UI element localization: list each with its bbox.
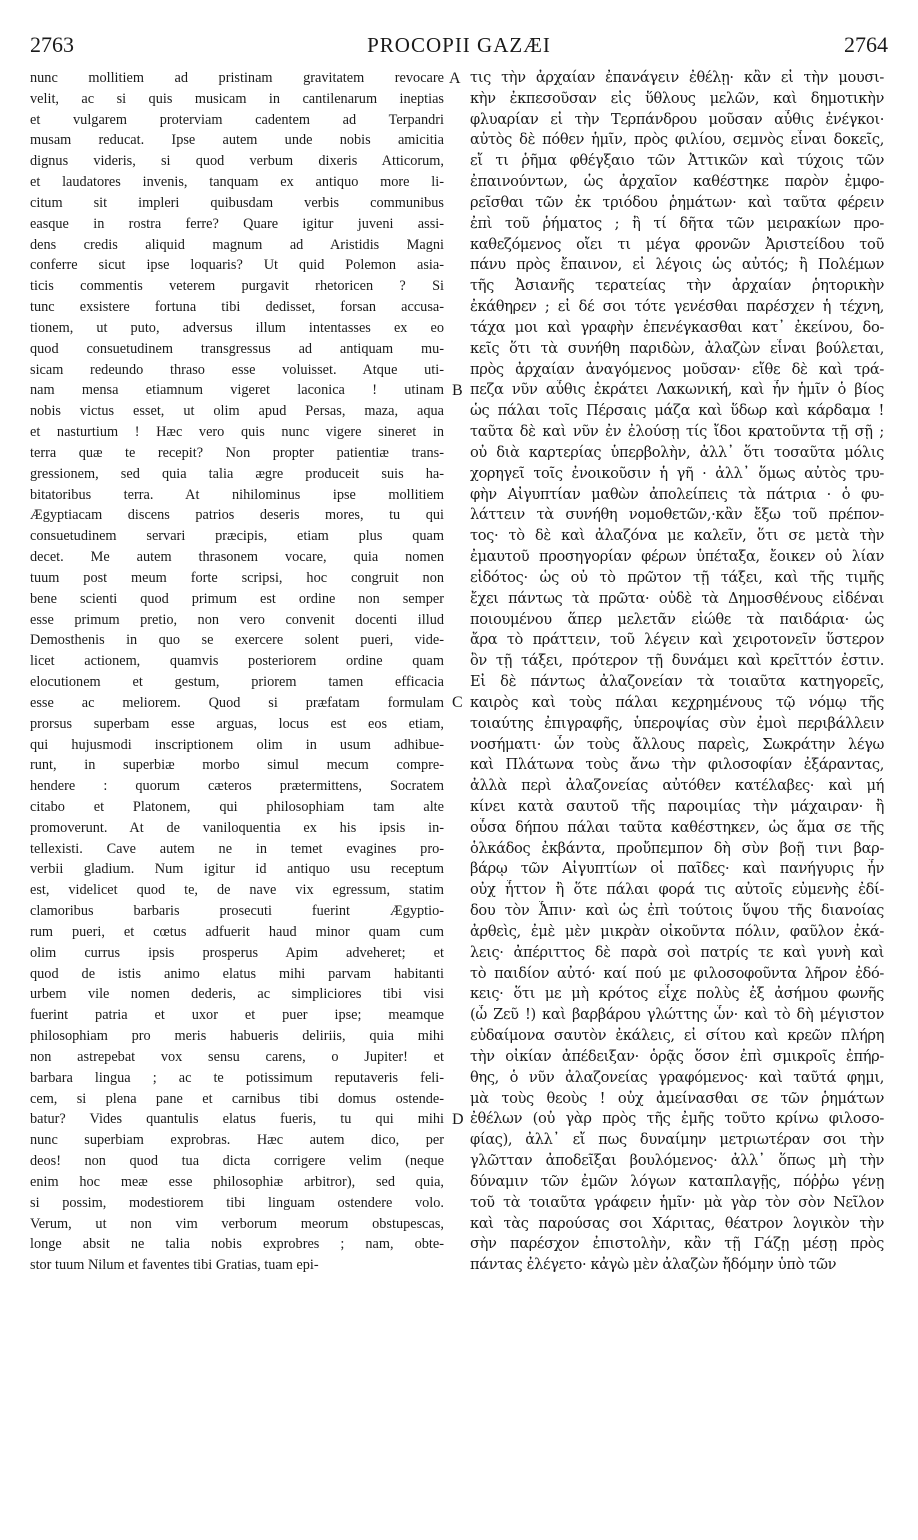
greek-text-line: θης, ὁ νῦν ἀλαζονείας γραφόμενος· καὶ ταῦτά φημι,: [470, 1068, 884, 1086]
greek-text-line: ταῦτα δὲ καὶ νῦν ἐν ἐλούσῃ τίς ἴδοι κρατοῦντα τῇ σῇ ;: [470, 423, 884, 441]
greek-text-line: νοσήματι· ὧν τοὺς ἄλλους παρεὶς, Σωκράτην λέγω: [470, 735, 884, 753]
latin-text-line: musam reducat. Ipse autem unde nobis amicitia: [30, 132, 444, 149]
latin-text-line: urbem vile nomen dederis, ac simpliciores tibi visi: [30, 986, 444, 1003]
latin-text-line: philosophiam pro meris habueris deliriis, quia mihi: [30, 1028, 444, 1045]
latin-text-line: tionem, ut puto, adversus illum intentasses ex eo: [30, 319, 444, 336]
latin-text-line: clamoribus barbaris prosecuti fuerint Ægyptio-: [30, 903, 444, 920]
latin-text-line: est, videlicet quod te, de nave vix egressum, statim: [30, 882, 444, 899]
greek-text-line: καθεζόμενος οἴει τι μέγα φρονῶν Ἀριστείδου τοῦ: [470, 235, 884, 253]
greek-text-line: εἴ τι ῥῆμα φθέγξαιο τῶν Ἀττικῶν καὶ τύχοις τῶν: [470, 152, 884, 170]
page-number-left: 2763: [30, 32, 74, 57]
greek-text-line: τῆς Ἀσιανῆς τερατείας τὴν ἀρχαίαν ῥητορικὴν: [470, 277, 884, 295]
greek-text-line: εἰδότος· ὡς οὐ τὸ πρῶτον τῇ τάξει, καὶ τῆς τιμῆς: [470, 568, 884, 586]
greek-text-line: φίας), ἀλλ᾽ εἴ πως δυναίμην μετριωτέραν σοι τὴν: [470, 1131, 884, 1149]
greek-text-line: κὴν ἐκπεσοῦσαν εἰς ὕθλους μελῶν, καὶ δημοτικὴν: [470, 89, 884, 107]
latin-text-line: Ægyptiacam discens patrios deseris mores, tu qui: [30, 507, 444, 524]
latin-text-line: tellexisti. Cave autem ne in temet evagines pro-: [30, 840, 444, 857]
latin-text-line: nam mensa etiamnum vigeret laconica ! utinam: [30, 382, 444, 399]
greek-text-line: ἐκάθηρεν ; εἰ δέ σοι τότε γενέσθαι παρέσχεν ἡ τέχνη,: [470, 298, 884, 316]
latin-text-line: citum sit impleri quibusdam verbis communibus: [30, 194, 444, 211]
greek-text-line: ἔχει πάντως τὰ πρῶτα· οὐδὲ τὰ Δημοσθένους εἰδέναι: [470, 589, 884, 607]
latin-text-line: si possim, modestiorem tibi linguam ostendere volo.: [30, 1194, 444, 1211]
section-marker-a: A: [449, 70, 461, 87]
latin-text-line: elocutionem et gestum, priorem tamen efficacia: [30, 674, 444, 691]
latin-text-line: et nasturtium ! Hæc vero quis nunc vigere sineret in: [30, 424, 444, 441]
greek-text-line: ἀρθεὶς, ἐμὲ μὲν μικρὰν οἰκοῦντα πόλιν, φαῦλον ἐκά-: [470, 922, 884, 940]
section-marker-d: D: [452, 1111, 464, 1128]
greek-text-line: κεις· ὅτι με μὴ κρότος εἶχε πολὺς ἐξ ἀσήμου φωνῆς: [470, 985, 884, 1003]
greek-text-line: γλῶτταν ἀποδεῖξαι βουλόμενος· ἀλλ᾽ ὅπως μὴ τὴν: [470, 1152, 884, 1170]
latin-text-line: conferre sicut ipse loquaris? Ut quid Polemon asia-: [30, 257, 444, 274]
greek-text-line: πρὸς ἀρχαίαν ἀναγόμενος μοῦσαν· εἴθε δὲ καὶ τρά-: [470, 360, 884, 378]
latin-text-line: easque in rostra ferre? Quare igitur juveni assi-: [30, 215, 444, 232]
greek-text-line: δου τὸν Ἆπιν· καὶ ὡς ἐπὶ τούτοις ὕψου τῆς διανοίας: [470, 902, 884, 920]
greek-text-line: πάνυ πρὸς ἔπαινον, εἰ λέγοις ὡς αὐτός; ἢ Πολέμων: [470, 256, 884, 274]
latin-text-line: prorsus superbam esse arguas, locus est eos etiam,: [30, 715, 444, 732]
latin-text-line: Demosthenis in quo se exercere solent pueri, vide-: [30, 632, 444, 649]
latin-text-line: qui hujusmodi inscriptionem olim in usum adhibue-: [30, 736, 444, 753]
latin-text-line: citabo et Platonem, qui philosophiam tam alte: [30, 798, 444, 815]
latin-text-line: tuum post meum forte scripsi, hoc congruit non: [30, 569, 444, 586]
latin-text-line: fuerint patria et uxor et puer ipse; meamque: [30, 1007, 444, 1024]
latin-text-line: consuetudinem servari præcipis, etiam plus quam: [30, 528, 444, 545]
greek-text-line: κίνει κατὰ σαυτοῦ τῆς παροιμίας τὴν μάχαιραν· ἢ: [470, 797, 884, 815]
latin-text-line: bitatoribus terra. At nihilominus ipse mollitiem: [30, 486, 444, 503]
greek-text-line: Εἰ δὲ πάντως ἀλαζονείαν τὰ τοιαῦτα κατηγορεῖς,: [470, 673, 884, 691]
latin-text-line: esse primum pretio, non vero convenit docenti illud: [30, 611, 444, 628]
greek-text-line: οὐ διὰ καρτερίας ὑπερβολὴν, ἀλλ᾽ ὅτι τοσαῦτα μόλις: [470, 443, 884, 461]
greek-column: [470, 68, 884, 1276]
greek-text-line: μὰ τοὺς θεοὺς ! οὐχ ἀμείνασθαι σε τῶν ῥημάτων: [470, 1089, 884, 1107]
greek-text-line: πάντας ἐλέγετο· κἀγὼ μὲν ἀλαζὼν ἤδόμην ὑπὸ τῶν: [470, 1256, 837, 1274]
latin-text-line: terra quæ te recepit? Non propter patientiæ trans-: [30, 444, 444, 461]
latin-text-line: dens credis aliquid magnum ad Aristidis Magni: [30, 236, 444, 253]
greek-text-line: (ὦ Ζεῦ !) καὶ βαρβάρου γλώττης ὧν· καὶ τὸ δὴ μέγιστον: [470, 1006, 884, 1024]
greek-text-line: δύναμιν τῶν ἐμῶν λόγων καταπλαγῇς, πόῤῥω γένῃ: [470, 1172, 884, 1190]
latin-text-line: et laudatores invenis, tanquam ex antiquo more li-: [30, 174, 444, 191]
latin-text-line: enim hoc meæ esse philosophiæ arbitror), sed quia,: [30, 1173, 444, 1190]
greek-text-line: ὁλκάδος ἐκβάντα, προὔπεμπον δὴ σὺν βοῇ τινι βαρ-: [470, 839, 884, 857]
greek-text-line: τοιαύτης ἐπιγραφῆς, ὑπεροψίας σὺν ἐμοὶ περιβάλλειν: [470, 714, 884, 732]
latin-text-line: verbii gladium. Num igitur id antiquo usu receptum: [30, 861, 444, 878]
greek-text-line: αὐτὸς δὲ πόθεν ἡμῖν, πρὸς φιλίου, σεμνὸς εἶναι δοκεῖς,: [470, 131, 884, 149]
latin-text-line: decet. Me autem thrasonem vocare, quia nomen: [30, 549, 444, 566]
latin-text-line: sicam redeundo thraso esse voluisset. Atque uti-: [30, 361, 444, 378]
latin-text-line: quod consuetudinem transgressus ad antiquam mu-: [30, 340, 444, 357]
latin-text-line: dignus videris, si quod verbum dixeris Atticorum,: [30, 153, 444, 170]
greek-text-line: ρεῖσθαι τῶν ἐκ τριόδου ῥημάτων· καὶ ταῦτα φέρειν: [470, 193, 884, 211]
greek-text-line: ἐπὶ τοῦ ῥήματος ; ἢ τί δῆτα τῶν μειρακίων προ-: [470, 214, 884, 232]
greek-text-line: χορηγεῖ τοῖς ἐνοικοῦσιν ἡ γῆ · ἀλλ᾽ ὅμως αὐτὸς τρυ-: [470, 464, 884, 482]
latin-text-line: promoverunt. At de vaniloquentia ex his ipsis in-: [30, 819, 444, 836]
latin-text-line: licet actionem, quamvis posteriorem ordine quam: [30, 653, 444, 670]
latin-text-line: rum pueri, et cœtus adfuerit haud minor quam cum: [30, 923, 444, 940]
latin-text-line: tunc exsistere fortuna tibi dedisset, forsan accusa-: [30, 299, 444, 316]
greek-text-line: ποιουμένου ἅπερ μελετᾶν εἰώθε τὰ παιδάρια· ὡς: [470, 610, 884, 628]
section-marker-c: C: [452, 694, 463, 711]
latin-text-line: gressionem, sed quia talia ægre produceit suis ha-: [30, 465, 444, 482]
greek-text-line: οὖσα δήπου πάλαι ταῦτα καθέστηκεν, ὡς ἅμα σε τῆς: [470, 818, 884, 836]
greek-text-line: ἄρα τὸ πράττειν, τοῦ λέγειν καὶ χειροτονεῖν ὕστερον: [470, 631, 884, 649]
running-title: PROCOPII GAZÆI: [367, 33, 551, 57]
latin-text-line: bene scienti quod primum est ordine non semper: [30, 590, 444, 607]
greek-text-line: λάττειν τὰ συνήθη νομοθετῶν,·κἂν ἔξω τοῦ πρέπον-: [470, 506, 884, 524]
latin-text-line: nobis victus esset, ut olim apud Persas, maza, aqua: [30, 403, 444, 420]
greek-text-line: βάρῳ τῶν Αἰγυπτίων οἱ παῖδες· καὶ πανήγυρις ἦν: [470, 860, 884, 878]
latin-column: [30, 68, 444, 1276]
greek-text-line: φὴν Αἰγυπτίαν μαθὼν ἀπολείπεις τὰ πάτρια · ὁ φυ-: [470, 485, 884, 503]
greek-text-line: πεζα νῦν αὖθις ἐκράτει Λακωνική, καὶ ἦν ἡμῖν ὁ βίος: [470, 381, 884, 399]
greek-text-line: τος· τὸ δὲ καὶ ἀλαζόνα με καλεῖν, ὅτι σε μετὰ τὴν: [470, 527, 884, 545]
greek-text-line: κεῖς ὅτι τὰ συνήθη παριδὼν, ἀλαζὼν εἶναι βούλεται,: [470, 339, 884, 357]
latin-text-line: non astrepebat vox sensu carens, o Jupiter! et: [30, 1048, 444, 1065]
greek-text-line: τὴν οἰκίαν ἀπέδειξαν· ὁρᾷς ὅσον ἐπὶ σμικροῖς ἐπήρ-: [470, 1047, 884, 1065]
greek-text-line: λεις· ἀπέριττος δὲ παρὰ σοὶ πατρίς τε καὶ γυνὴ καὶ: [470, 943, 884, 961]
page-header: [0, 30, 918, 66]
latin-text-line: esse ac meliorem. Quod si præfatam formulam: [30, 694, 444, 711]
greek-text-line: σὴν παρέσχον ἐπιστολὴν, κἂν τῇ Γάζῃ μέσῃ πρὸς: [470, 1235, 884, 1253]
latin-text-line: deos! non quod tua dicta corrigere velim (neque: [30, 1153, 444, 1170]
greek-text-line: τοῦ τὰ τοιαῦτα γράφειν ἡμῖν· μὰ γὰρ τὸν σὸν Νεῖλον: [470, 1193, 884, 1211]
latin-text-line: ticis commentis veterem purgavit rhetoricen ? Si: [30, 278, 444, 295]
greek-text-line: ἐθέλων (οὐ γὰρ πρὸς τῆς ἐμῆς τοῦτο κρίνω φιλοσο-: [470, 1110, 884, 1128]
greek-text-line: τις τὴν ἀρχαίαν ἐπανάγειν ἐθέλῃ· κἂν εἰ τὴν μουσι-: [470, 69, 884, 86]
latin-text-line: et vulgarem proterviam cadentem ad Terpandri: [30, 111, 444, 128]
greek-text-line: εὐδαίμονα σαυτὸν ἐκάλεις, εἰ σίτου καὶ κρεῶν πλήρη: [470, 1027, 884, 1045]
page-number-right: 2764: [844, 32, 888, 57]
greek-text-line: ἐπαινούντων, ὡς ἀρχαῖον καθέστηκε παρὸν ἐμφο-: [470, 173, 884, 191]
latin-text-line: batur? Vides quantulis elatus fueris, tu qui mihi: [30, 1111, 444, 1128]
latin-text-line: cem, si plena pane et carnibus tibi domus ostende-: [30, 1090, 444, 1107]
greek-text-line: καιρὸς καὶ τοὺς πάλαι κεχρημένους τῷ νόμῳ τῆς: [470, 693, 884, 711]
latin-text-line: olim currus ipsis prosperus Apim adveheret; et: [30, 944, 444, 961]
greek-text-line: καὶ τὰς παρούσας σοι Χάριτας, θέατρον λογικὸν τὴν: [470, 1214, 884, 1232]
latin-text-line: quod de istis animo elatus mihi parvam habitanti: [30, 965, 444, 982]
greek-text-line: ὂν τῇ τάξει, πρότερον τῇ δυνάμει καὶ κρεῖττόν ἐστιν.: [470, 652, 884, 670]
latin-text-line: barbara lingua ; ac te potissimum reputaveris feli-: [30, 1069, 444, 1086]
latin-text-line: nunc mollitiem ad pristinam gravitatem revocare: [30, 70, 444, 86]
latin-text-line: longe absit ne talia nobis exprobres ; nam, obte-: [30, 1236, 444, 1253]
latin-text-line: nunc superbiam exprobras. Hæc autem dico, per: [30, 1132, 444, 1149]
latin-text-line: runt, in superbiæ morbo simul mecum compre-: [30, 757, 444, 774]
latin-text-line: stor tuum Nilum et faventes tibi Gratias, tuam epi-: [30, 1257, 319, 1274]
greek-text-line: τὸ παιδίον αὐτό· καί πού με φιλοσοφοῦντα λῆρον ἐδό-: [470, 964, 884, 982]
greek-text-line: ἀλλὰ περὶ ἀλαζονείας αὐτόθεν κατέλαβες· καὶ μή: [470, 777, 884, 795]
greek-text-line: ἐμαυτοῦ προσηγορίαν φέρων ὑπέταξα, ἔοικεν οὐ λίαν: [470, 548, 884, 566]
greek-text-line: τάχα μοι καὶ γραφὴν ἐπενέγκασθαι κατ᾽ ἐκείνου, δο-: [470, 318, 884, 336]
greek-text-line: φλυαρίαν εἰ τὴν Τερπάνδρου μοῦσαν αὖθις ἐνέγκοι·: [470, 110, 884, 128]
latin-text-line: Verum, ut non vim verborum meorum obstupescas,: [30, 1215, 444, 1232]
greek-text-line: καὶ Πλάτωνα τοὺς ἄνω τὴν φιλοσοφίαν ἐξάραντας,: [470, 756, 884, 774]
greek-text-line: οὐχ ἧττον ἢ ὅτε πάλαι φορά τις αὐτοῖς εὐμενὴς ἐδί-: [470, 881, 884, 899]
greek-text-line: ὡς πάλαι τοῖς Πέρσαις μάζα καὶ ὕδωρ καὶ κάρδαμα !: [470, 402, 884, 420]
latin-text-line: velit, ac si quis musicam in cantilenarum ineptias: [30, 90, 444, 107]
latin-text-line: hendere : quorum cæteros prætermittens, Socratem: [30, 778, 444, 795]
section-marker-b: B: [452, 382, 463, 399]
